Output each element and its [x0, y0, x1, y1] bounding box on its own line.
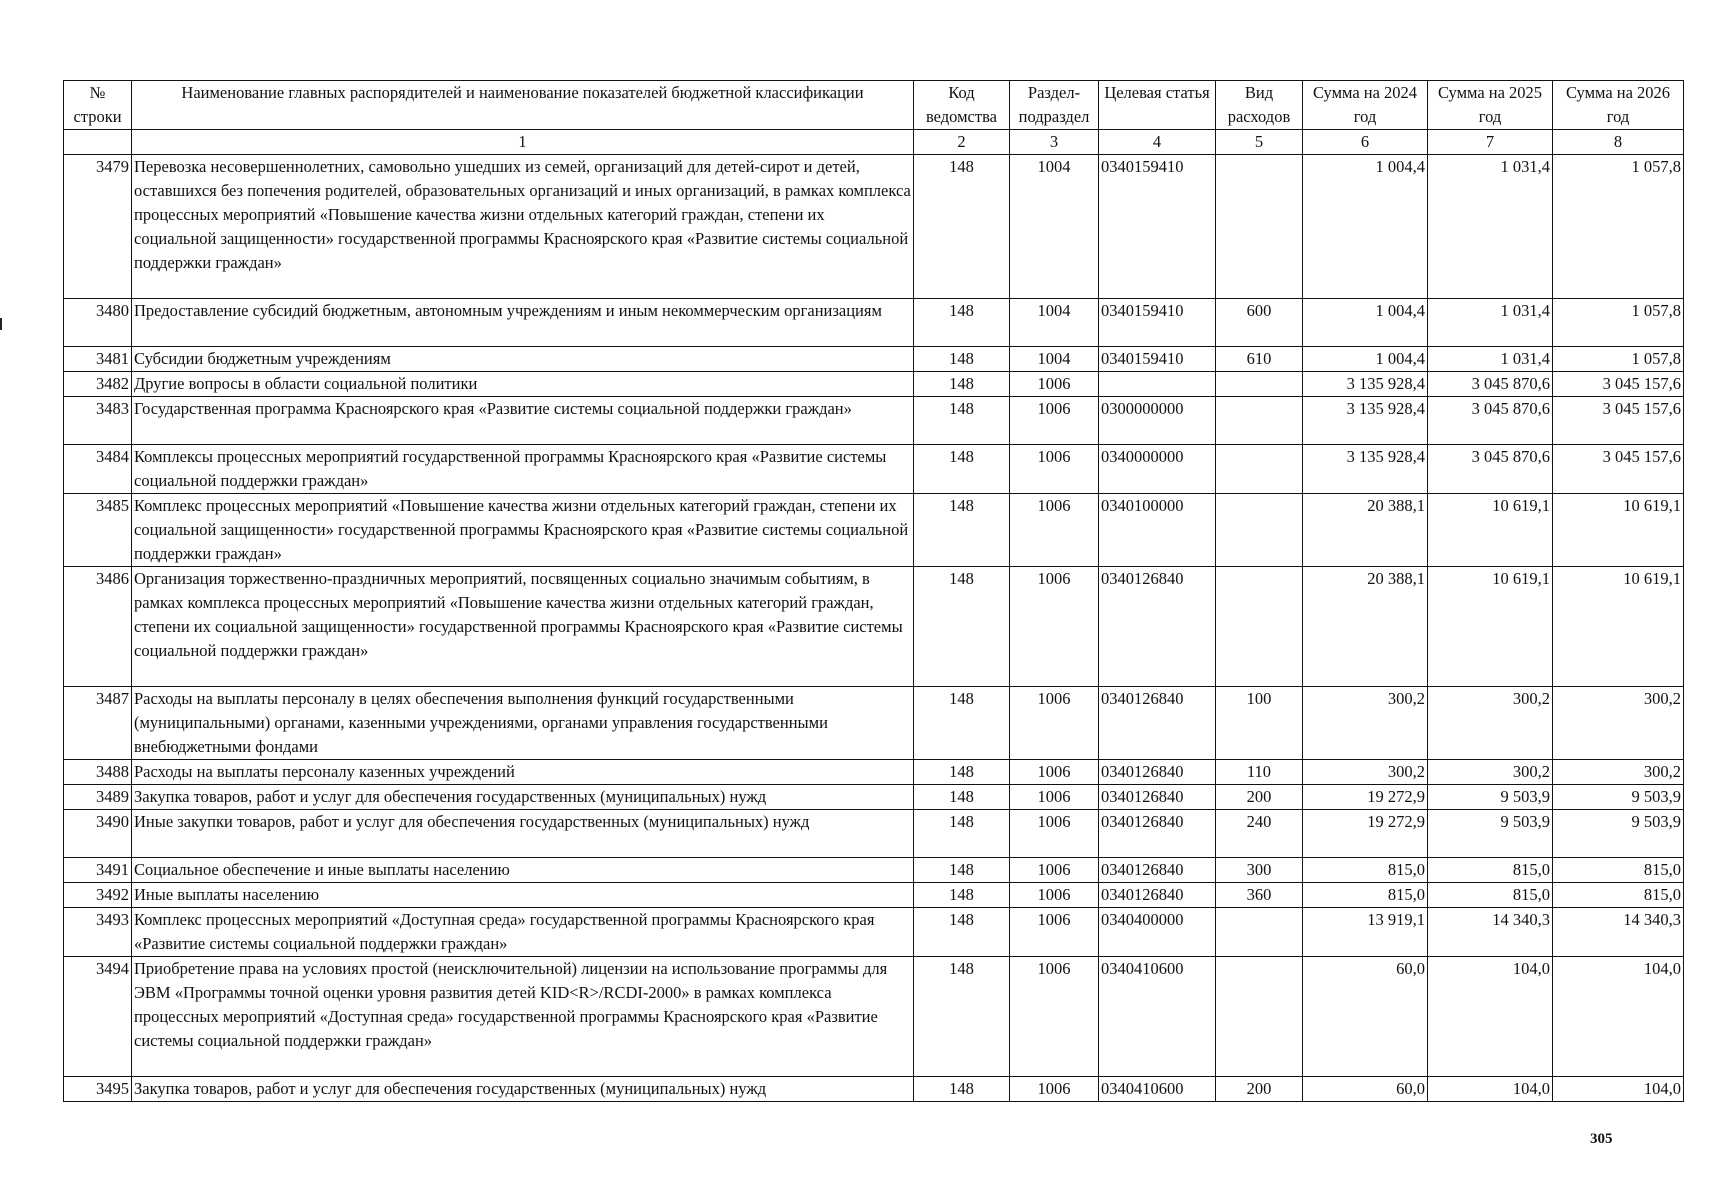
row-target: 0300000000	[1099, 397, 1216, 445]
row-expense-type	[1216, 372, 1303, 397]
row-number: 3481	[64, 347, 132, 372]
row-section: 1006	[1010, 397, 1099, 445]
row-sum-2024: 19 272,9	[1303, 785, 1428, 810]
row-sum-2024: 815,0	[1303, 858, 1428, 883]
row-sum-2026: 815,0	[1553, 883, 1684, 908]
row-dept-code: 148	[914, 883, 1010, 908]
row-sum-2024: 3 135 928,4	[1303, 397, 1428, 445]
table-row	[64, 347, 1684, 372]
row-sum-2024: 300,2	[1303, 687, 1428, 760]
row-number: 3487	[64, 687, 132, 760]
row-dept-code: 148	[914, 908, 1010, 957]
row-name: Комплекс процессных мероприятий «Повышение качества жизни отдельных категорий граждан, степени их социальной защищенности» государственной программы Красноярского края «Развитие системы социальной поддержки граждан»	[132, 494, 914, 567]
table-row	[64, 957, 1684, 1077]
row-expense-type	[1216, 957, 1303, 1077]
row-sum-2024: 815,0	[1303, 883, 1428, 908]
column-number	[64, 130, 132, 155]
row-sum-2024: 300,2	[1303, 760, 1428, 785]
row-section: 1006	[1010, 908, 1099, 957]
row-number: 3494	[64, 957, 132, 1077]
row-sum-2024: 3 135 928,4	[1303, 372, 1428, 397]
row-sum-2025: 9 503,9	[1428, 810, 1553, 858]
row-sum-2025: 3 045 870,6	[1428, 445, 1553, 494]
row-sum-2026: 14 340,3	[1553, 908, 1684, 957]
row-sum-2026: 104,0	[1553, 957, 1684, 1077]
row-sum-2025: 14 340,3	[1428, 908, 1553, 957]
row-sum-2024: 1 004,4	[1303, 155, 1428, 299]
row-section: 1006	[1010, 760, 1099, 785]
column-number: 3	[1010, 130, 1099, 155]
row-sum-2025: 815,0	[1428, 858, 1553, 883]
row-number: 3489	[64, 785, 132, 810]
row-name: Расходы на выплаты персоналу в целях обеспечения выполнения функций государственными (муниципальными) органами, казенными учреждениями, органами управления государственными внебюджетными фондами	[132, 687, 914, 760]
row-expense-type	[1216, 445, 1303, 494]
row-target: 0340126840	[1099, 883, 1216, 908]
table-row	[64, 810, 1684, 858]
row-sum-2024: 20 388,1	[1303, 567, 1428, 687]
row-sum-2025: 300,2	[1428, 760, 1553, 785]
header-target: Целевая статья	[1099, 81, 1216, 130]
table-row	[64, 494, 1684, 567]
row-sum-2025: 10 619,1	[1428, 567, 1553, 687]
row-section: 1006	[1010, 883, 1099, 908]
row-dept-code: 148	[914, 687, 1010, 760]
row-target: 0340000000	[1099, 445, 1216, 494]
row-sum-2026: 10 619,1	[1553, 494, 1684, 567]
table-row	[64, 785, 1684, 810]
row-number: 3495	[64, 1077, 132, 1102]
row-number: 3479	[64, 155, 132, 299]
row-name: Субсидии бюджетным учреждениям	[132, 347, 914, 372]
column-number-row	[64, 130, 1684, 155]
row-section: 1004	[1010, 155, 1099, 299]
page-number: 305	[1590, 1131, 1613, 1147]
row-sum-2025: 3 045 870,6	[1428, 372, 1553, 397]
row-expense-type: 200	[1216, 785, 1303, 810]
header-sum-2024: Сумма на 2024 год	[1303, 81, 1428, 130]
row-number: 3482	[64, 372, 132, 397]
row-section: 1006	[1010, 567, 1099, 687]
column-number: 6	[1303, 130, 1428, 155]
row-name: Иные выплаты населению	[132, 883, 914, 908]
row-dept-code: 148	[914, 760, 1010, 785]
row-name: Комплексы процессных мероприятий государственной программы Красноярского края «Развитие системы социальной поддержки граждан»	[132, 445, 914, 494]
row-name: Государственная программа Красноярского края «Развитие системы социальной поддержки граждан»	[132, 397, 914, 445]
row-sum-2026: 104,0	[1553, 1077, 1684, 1102]
row-sum-2026: 9 503,9	[1553, 785, 1684, 810]
row-name: Предоставление субсидий бюджетным, автономным учреждениям и иным некоммерческим организациям	[132, 299, 914, 347]
row-dept-code: 148	[914, 372, 1010, 397]
row-target: 0340126840	[1099, 687, 1216, 760]
row-sum-2026: 1 057,8	[1553, 347, 1684, 372]
row-expense-type	[1216, 567, 1303, 687]
row-dept-code: 148	[914, 299, 1010, 347]
column-number: 1	[132, 130, 914, 155]
row-name: Закупка товаров, работ и услуг для обеспечения государственных (муниципальных) нужд	[132, 1077, 914, 1102]
row-expense-type: 240	[1216, 810, 1303, 858]
row-dept-code: 148	[914, 957, 1010, 1077]
row-name: Организация торжественно-праздничных мероприятий, посвященных социально значимым событиям, в рамках комплекса процессных мероприятий «Повышение качества жизни отдельных категорий граждан, степени их социальной защищенности» государственной программы Красноярского края «Развитие системы социальной поддержки граждан»	[132, 567, 914, 687]
row-section: 1006	[1010, 810, 1099, 858]
header-sum-2026: Сумма на 2026 год	[1553, 81, 1684, 130]
row-sum-2024: 13 919,1	[1303, 908, 1428, 957]
row-section: 1006	[1010, 372, 1099, 397]
row-number: 3480	[64, 299, 132, 347]
row-expense-type: 100	[1216, 687, 1303, 760]
row-name: Расходы на выплаты персоналу казенных учреждений	[132, 760, 914, 785]
row-sum-2026: 9 503,9	[1553, 810, 1684, 858]
row-section: 1006	[1010, 858, 1099, 883]
row-name: Социальное обеспечение и иные выплаты населению	[132, 858, 914, 883]
row-sum-2025: 300,2	[1428, 687, 1553, 760]
row-section: 1006	[1010, 687, 1099, 760]
row-sum-2025: 815,0	[1428, 883, 1553, 908]
row-expense-type	[1216, 397, 1303, 445]
row-number: 3492	[64, 883, 132, 908]
row-sum-2026: 815,0	[1553, 858, 1684, 883]
row-sum-2026: 3 045 157,6	[1553, 397, 1684, 445]
row-section: 1006	[1010, 445, 1099, 494]
row-target: 0340159410	[1099, 347, 1216, 372]
table-row	[64, 760, 1684, 785]
row-sum-2024: 19 272,9	[1303, 810, 1428, 858]
row-sum-2025: 9 503,9	[1428, 785, 1553, 810]
table-row	[64, 908, 1684, 957]
row-name: Комплекс процессных мероприятий «Доступная среда» государственной программы Красноярского края «Развитие системы социальной поддержки граждан»	[132, 908, 914, 957]
row-target: 0340159410	[1099, 155, 1216, 299]
row-dept-code: 148	[914, 785, 1010, 810]
table-row	[64, 858, 1684, 883]
row-sum-2025: 1 031,4	[1428, 155, 1553, 299]
row-sum-2026: 3 045 157,6	[1553, 445, 1684, 494]
row-dept-code: 148	[914, 567, 1010, 687]
row-target: 0340126840	[1099, 785, 1216, 810]
row-target	[1099, 372, 1216, 397]
table-row	[64, 687, 1684, 760]
column-number: 2	[914, 130, 1010, 155]
row-name: Закупка товаров, работ и услуг для обеспечения государственных (муниципальных) нужд	[132, 785, 914, 810]
column-number: 7	[1428, 130, 1553, 155]
row-expense-type: 200	[1216, 1077, 1303, 1102]
row-target: 0340410600	[1099, 1077, 1216, 1102]
row-number: 3491	[64, 858, 132, 883]
row-dept-code: 148	[914, 397, 1010, 445]
row-sum-2024: 3 135 928,4	[1303, 445, 1428, 494]
row-sum-2026: 3 045 157,6	[1553, 372, 1684, 397]
row-number: 3486	[64, 567, 132, 687]
row-sum-2026: 1 057,8	[1553, 155, 1684, 299]
row-dept-code: 148	[914, 494, 1010, 567]
row-sum-2026: 300,2	[1553, 687, 1684, 760]
row-target: 0340126840	[1099, 858, 1216, 883]
row-dept-code: 148	[914, 858, 1010, 883]
row-target: 0340159410	[1099, 299, 1216, 347]
row-name: Другие вопросы в области социальной политики	[132, 372, 914, 397]
row-section: 1006	[1010, 494, 1099, 567]
column-number: 8	[1553, 130, 1684, 155]
row-sum-2025: 1 031,4	[1428, 299, 1553, 347]
row-number: 3483	[64, 397, 132, 445]
row-sum-2024: 60,0	[1303, 1077, 1428, 1102]
row-expense-type	[1216, 908, 1303, 957]
row-sum-2025: 104,0	[1428, 1077, 1553, 1102]
row-dept-code: 148	[914, 810, 1010, 858]
row-name: Перевозка несовершеннолетних, самовольно ушедших из семей, организаций для детей-сирот и детей, оставшихся без попечения родителей, образовательных организаций и иных организаций, в рамках комплекса процессных мероприятий «Повышение качества жизни отдельных категорий граждан, степени их социальной защищенности» государственной программы Красноярского края «Развитие системы социальной поддержки граждан»	[132, 155, 914, 299]
table-row	[64, 372, 1684, 397]
row-sum-2026: 300,2	[1553, 760, 1684, 785]
row-section: 1006	[1010, 957, 1099, 1077]
row-number: 3484	[64, 445, 132, 494]
row-number: 3493	[64, 908, 132, 957]
row-sum-2025: 10 619,1	[1428, 494, 1553, 567]
row-sum-2026: 1 057,8	[1553, 299, 1684, 347]
row-sum-2024: 60,0	[1303, 957, 1428, 1077]
row-sum-2025: 3 045 870,6	[1428, 397, 1553, 445]
table-row	[64, 445, 1684, 494]
header-sum-2025: Сумма на 2025 год	[1428, 81, 1553, 130]
row-sum-2024: 20 388,1	[1303, 494, 1428, 567]
row-expense-type: 360	[1216, 883, 1303, 908]
row-target: 0340400000	[1099, 908, 1216, 957]
row-number: 3488	[64, 760, 132, 785]
table-row	[64, 883, 1684, 908]
table-body	[64, 155, 1684, 1102]
column-number: 4	[1099, 130, 1216, 155]
row-expense-type	[1216, 155, 1303, 299]
header-row	[64, 81, 1684, 130]
row-sum-2024: 1 004,4	[1303, 299, 1428, 347]
table-row	[64, 397, 1684, 445]
row-dept-code: 148	[914, 1077, 1010, 1102]
row-expense-type: 600	[1216, 299, 1303, 347]
header-row-no: № строки	[64, 81, 132, 130]
row-section: 1006	[1010, 785, 1099, 810]
row-section: 1006	[1010, 1077, 1099, 1102]
header-dept-code: Код ведомства	[914, 81, 1010, 130]
table-row	[64, 567, 1684, 687]
row-sum-2025: 104,0	[1428, 957, 1553, 1077]
header-expense-type: Вид расходов	[1216, 81, 1303, 130]
row-dept-code: 148	[914, 347, 1010, 372]
table-row	[64, 299, 1684, 347]
table-row	[64, 1077, 1684, 1102]
budget-table	[63, 80, 1684, 1102]
row-target: 0340410600	[1099, 957, 1216, 1077]
row-expense-type: 610	[1216, 347, 1303, 372]
row-dept-code: 148	[914, 155, 1010, 299]
row-target: 0340126840	[1099, 567, 1216, 687]
row-dept-code: 148	[914, 445, 1010, 494]
row-expense-type: 110	[1216, 760, 1303, 785]
row-expense-type	[1216, 494, 1303, 567]
table-row	[64, 155, 1684, 299]
column-number: 5	[1216, 130, 1303, 155]
row-expense-type: 300	[1216, 858, 1303, 883]
row-name: Иные закупки товаров, работ и услуг для обеспечения государственных (муниципальных) нужд	[132, 810, 914, 858]
row-target: 0340126840	[1099, 760, 1216, 785]
row-section: 1004	[1010, 347, 1099, 372]
header-name: Наименование главных распорядителей и наименование показателей бюджетной классификации	[132, 81, 914, 130]
row-target: 0340100000	[1099, 494, 1216, 567]
row-sum-2024: 1 004,4	[1303, 347, 1428, 372]
row-sum-2026: 10 619,1	[1553, 567, 1684, 687]
row-sum-2025: 1 031,4	[1428, 347, 1553, 372]
header-section: Раздел-подраздел	[1010, 81, 1099, 130]
row-number: 3485	[64, 494, 132, 567]
row-target: 0340126840	[1099, 810, 1216, 858]
margin-mark	[0, 318, 2, 330]
row-section: 1004	[1010, 299, 1099, 347]
row-name: Приобретение права на условиях простой (неисключительной) лицензии на использование программы для ЭВМ «Программы точной оценки уровня развития детей KID<R>/RCDI-2000» в рамках комплекса процессных мероприятий «Доступная среда» государственной программы Красноярского края «Развитие системы социальной поддержки граждан»	[132, 957, 914, 1077]
row-number: 3490	[64, 810, 132, 858]
